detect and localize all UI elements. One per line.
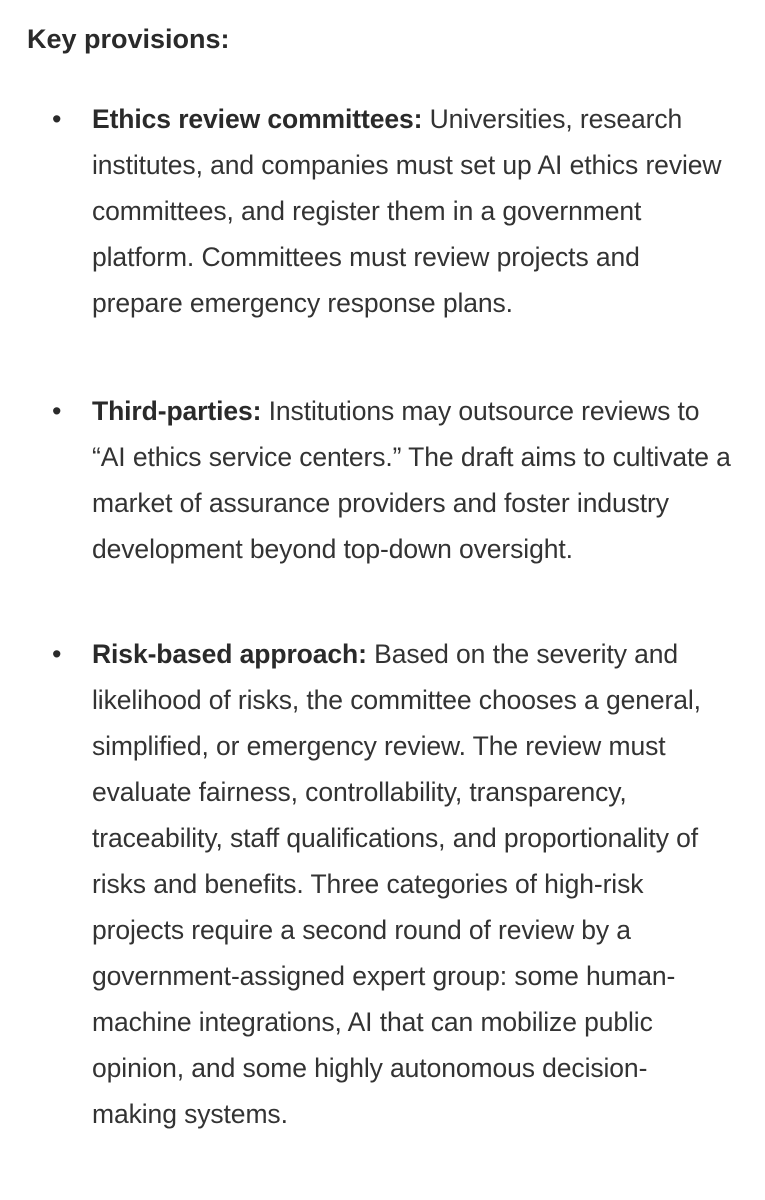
provision-text — [92, 96, 732, 326]
provision-body: Universities, research institutes, and companies must set up AI ethics review committees, and register them in a government platform. Committees must review projects and prepare emergency response plans. — [92, 104, 722, 318]
bullet-icon: • — [52, 104, 62, 134]
bullet-icon: • — [52, 639, 62, 669]
provision-title: Risk-based approach: — [92, 639, 367, 669]
provision-text — [92, 631, 732, 1137]
provision-body: Based on the severity and likelihood of risks, the committee chooses a general, simplified, or emergency review. The review must evaluate fairness, controllability, transparency, traceability, staff qualifications, and proportionality of risks and benefits. Three categories of high-risk projects require a second round of review by a government-assigned expert group: some human-machine integrations, AI that can mobilize public opinion, and some highly autonomous decision-making systems. — [92, 639, 701, 1129]
provision-body: Institutions may outsource reviews to “AI ethics service centers.” The draft aims to cultivate a market of assurance providers and foster industry development beyond top-down oversight. — [92, 396, 731, 564]
section-heading: Key provisions: — [27, 24, 230, 54]
provision-title: Ethics review committees: — [92, 104, 423, 134]
bullet-icon: • — [52, 396, 62, 426]
provision-text — [92, 388, 732, 572]
provision-title: Third-parties: — [92, 396, 262, 426]
